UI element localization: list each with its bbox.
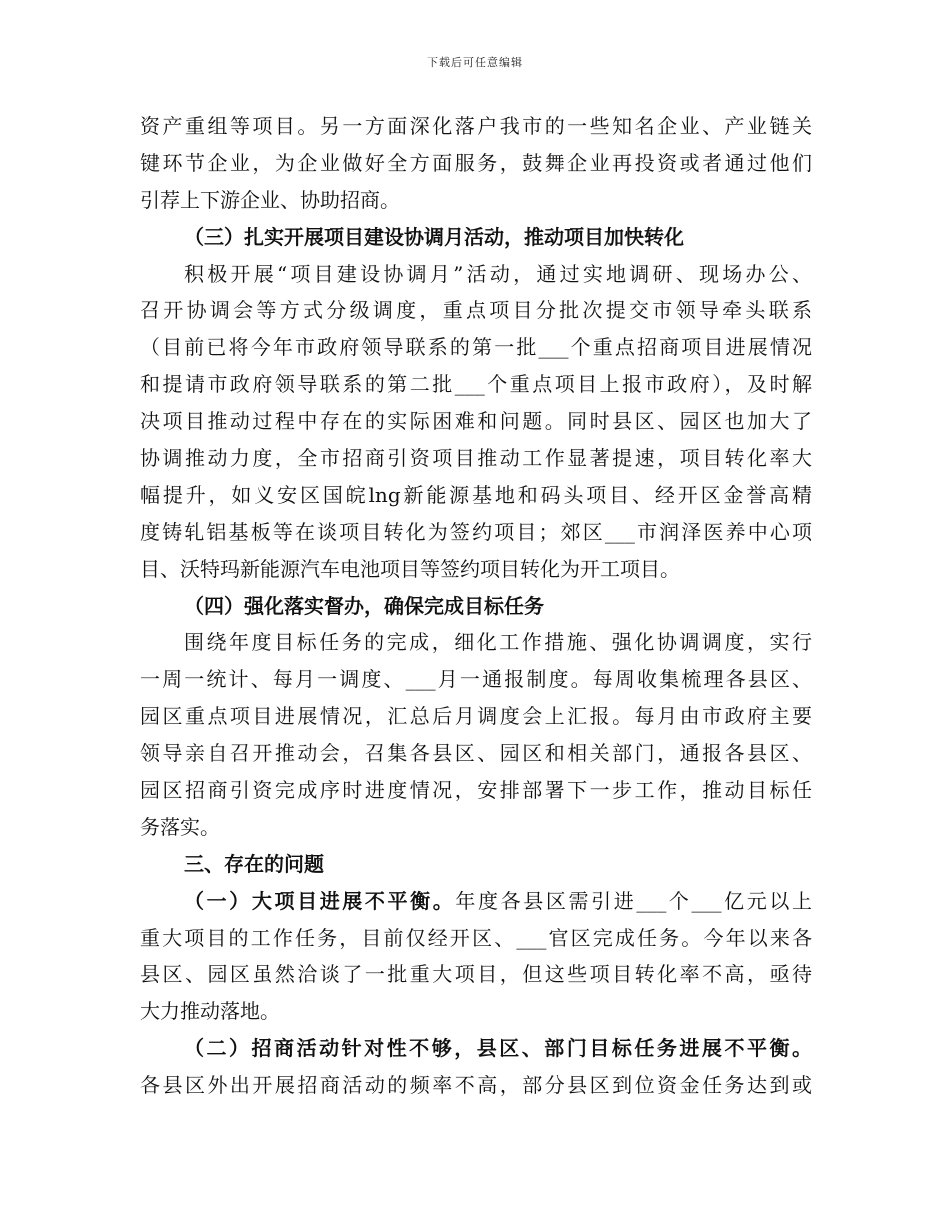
text-line: 目、沃特玛新能源汽车电池项目等签约项目转化为开工项目。 (140, 556, 680, 581)
text-line: 围绕年度目标任务的完成，细化工作措施、强化协调调度，实行 (184, 630, 812, 655)
text-line: 各县区外出开展招商活动的频率不高，部分县区到位资金任务达到或 (140, 1073, 812, 1098)
bold-lead: （一）大项目进展不平衡。 (184, 888, 456, 913)
text-line: （二）招商活动针对性不够，县区、部门目标任务进展不平衡。 (184, 1036, 812, 1061)
text-line: 三、存在的问题 (184, 851, 324, 876)
text-line: 资产重组等项目。另一方面深化落户我市的一些知名企业、产业链关 (140, 114, 812, 138)
text-line: 务落实。 (140, 814, 220, 839)
text-line: 园区招商引资完成序时进度情况，安排部署下一步工作，推动目标任 (140, 778, 812, 803)
text-line: 召开协调会等方式分级调度，重点项目分批次提交市领导牵头联系 (140, 298, 812, 323)
text-line: 键环节企业，为企业做好全方面服务，鼓舞企业再投资或者通过他们 (140, 150, 812, 175)
text-line: （四）强化落实督办，确保完成目标任务 (184, 593, 544, 618)
line-rest: 年度各县区需引进___个___亿元以上 (455, 888, 812, 913)
text-line: （三）扎实开展项目建设协调月活动，推动项目加快转化 (184, 224, 684, 249)
page-header: 下载后可任意编辑 (427, 56, 523, 69)
text-line: 度铸轧铝基板等在谈项目转化为签约项目；郊区___市润泽医养中心项 (140, 519, 812, 544)
text-line (140, 883, 812, 920)
text-line: 引荐上下游企业、协助招商。 (140, 187, 400, 212)
text-line: 和提请市政府领导联系的第二批___个重点项目上报市政府），及时解 (140, 372, 812, 397)
text-line: 领导亲自召开推动会，召集各县区、园区和相关部门，通报各县区、 (140, 741, 812, 766)
text-line: 决项目推动过程中存在的实际困难和问题。同时县区、园区也加大了 (140, 409, 812, 434)
text-line: 重大项目的工作任务，目前仅经开区、___官区完成任务。今年以来各 (140, 925, 812, 950)
text-line: 大力推动落地。 (140, 999, 280, 1024)
document-body (140, 108, 812, 1104)
text-line: 积极开展“项目建设协调月”活动，通过实地调研、现场办公、 (184, 261, 812, 286)
text-line: 一周一统计、每月一调度、___月一通报制度。每周收集梳理各县区、 (140, 667, 812, 692)
text-line: 协调推动力度，全市招商引资项目推动工作显著提速，项目转化率大 (140, 446, 812, 471)
text-line: 园区重点项目进展情况，汇总后月调度会上汇报。每月由市政府主要 (140, 704, 812, 729)
text-line: （目前已将今年市政府领导联系的第一批___个重点招商项目进展情况 (140, 335, 812, 360)
text-line: 幅提升，如义安区国皖lng新能源基地和码头项目、经开区金誉高精 (140, 482, 812, 507)
text-line: 县区、园区虽然洽谈了一批重大项目，但这些项目转化率不高，亟待 (140, 962, 812, 987)
